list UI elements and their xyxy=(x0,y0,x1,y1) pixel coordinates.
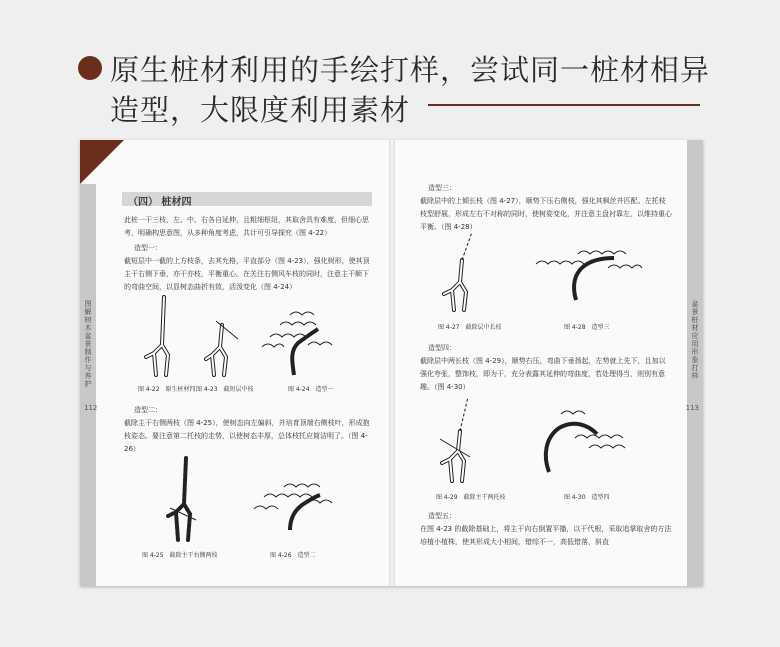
right-side-label: 盆景桩材应用形象打样 xyxy=(691,300,699,380)
corner-ornament xyxy=(80,140,124,184)
caption-fig-4-28: 图 4-28 造型三 xyxy=(564,324,610,331)
figure-cut-trunk xyxy=(192,315,247,380)
caption-fig-4-22: 图 4-22 原生桩材四 xyxy=(138,386,196,393)
style4-paragraph: 截除层中两长枝（图 4-29），顺势右压，弯曲下垂扬起，左势就上先下，且加以强化夸张，整饰枝，即为干，充分表露其延伸的弯曲度，若处理得当，则别有意趣。（图 4-30） xyxy=(420,357,666,391)
open-book-spread xyxy=(80,140,703,586)
caption-fig-4-30: 图 4-30 造型四 xyxy=(564,494,610,501)
figure-style-2-tree xyxy=(250,475,345,535)
style3-paragraph: 截除层中的上倾长枝（图 4-27），顺势下压右侧枝，强化其枫丝并匹配。左托枝枝型舒展，形成左右不对称的同时，使树姿变化，并注意主盘衬靠左，以维持重心平衡。（图 4-28） xyxy=(420,197,672,231)
left-side-label: 图解树木盆景制作与养护 xyxy=(84,300,92,388)
headline-bullet-icon xyxy=(78,56,102,80)
headline-line-2: 造型，大限度利用素材 xyxy=(110,93,411,127)
caption-fig-4-26: 图 4-26 造型二 xyxy=(270,552,316,559)
figure-cut-long-branch xyxy=(430,230,490,315)
figure-style-1-tree xyxy=(260,305,340,380)
style1-title: 造型一： xyxy=(134,244,162,252)
caption-fig-4-27: 图 4-27 截除层中长枝 xyxy=(438,324,502,331)
intro-paragraph: 此桩一干三枝，左、中、右各自延伸，且粗细枢纽，其取舍具有难度，但细心思考，明确构思意图，从多种角度考虑，共计可引导探究（图 4-22） xyxy=(124,216,369,237)
figure-cut-two-branches xyxy=(152,452,212,547)
style5-title: 造型五： xyxy=(428,512,456,520)
figure-raw-trunk xyxy=(128,295,183,380)
figure-style-3-tree xyxy=(528,240,648,305)
style2-title: 造型二： xyxy=(134,406,162,414)
style4-title: 造型四： xyxy=(428,344,456,352)
style1-paragraph: 截短层中一截的上方枝条，去其允格，平直部分（图 4-23），强化树形，使其顶主干右侧下垂，亦干亦枝，平衡重心。在关注右侧风车枝的同时，注意主干顺下的弯曲空间，以显树态曲折有致，活泼变化（图 4-24） xyxy=(124,257,370,291)
figure-cut-two-support-branches xyxy=(430,395,495,485)
headline-rule xyxy=(428,104,700,106)
section-title: （四） 桩材四 xyxy=(128,197,192,208)
right-page-number: 113 xyxy=(685,404,699,412)
caption-fig-4-23: 图 4-23 截短层中枝 xyxy=(196,386,254,393)
headline-line-1: 原生桩材利用的手绘打样，尝试同一桩材相异 xyxy=(110,53,711,87)
caption-fig-4-29: 图 4-29 截除主干两托枝 xyxy=(436,494,506,501)
style5-paragraph: 在图 4-23 的截除基础上，将主干向右倒置平播，以干代根，采取追掌取舍的方法培植小植株，使其形成大小相间，错综不一，高低错落，斜直 xyxy=(420,525,672,546)
figure-style-4-tree xyxy=(535,408,645,478)
style2-paragraph: 截除主干右侧两枝（图 4-25），使树态向左偏斜，并培育顶端右侧枝叶，形成抱枝姿态。要注意第二托枝的走势，以使树态丰厚，总体枝托应简洁明了。（图 4-26） xyxy=(124,419,370,453)
section-title-bar xyxy=(122,192,372,206)
caption-fig-4-25: 图 4-25 截除主干右侧两枝 xyxy=(142,552,218,559)
caption-fig-4-24: 图 4-24 造型一 xyxy=(288,386,334,393)
left-page-number: 112 xyxy=(84,404,98,412)
style3-title: 造型三： xyxy=(428,184,456,192)
book-spine xyxy=(389,140,395,586)
